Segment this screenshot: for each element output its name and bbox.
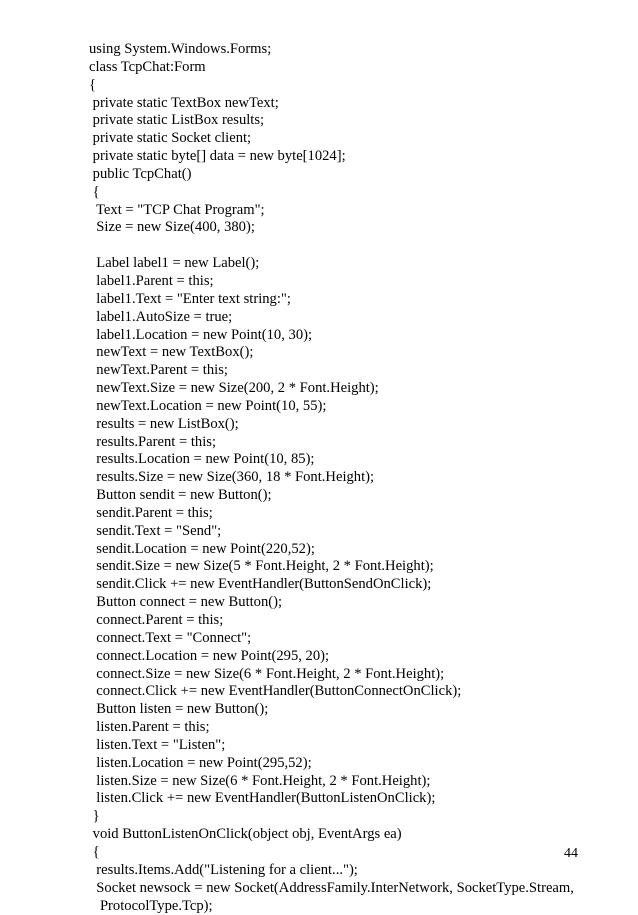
code-line: void ButtonListenOnClick(object obj, EventArgs ea) — [89, 826, 574, 844]
code-line: newText.Location = new Point(10, 55); — [89, 398, 574, 416]
code-line: label1.Text = "Enter text string:"; — [89, 291, 574, 309]
code-line: Button connect = new Button(); — [89, 594, 574, 612]
code-line: newText = new TextBox(); — [89, 344, 574, 362]
code-listing — [89, 41, 574, 915]
code-line: { — [89, 184, 574, 202]
code-line: class TcpChat:Form — [89, 59, 574, 77]
code-line: results.Location = new Point(10, 85); — [89, 451, 574, 469]
code-line: { — [89, 77, 574, 95]
code-line: listen.Click += new EventHandler(ButtonListenOnClick); — [89, 790, 574, 808]
code-line: results = new ListBox(); — [89, 416, 574, 434]
code-line: label1.AutoSize = true; — [89, 309, 574, 327]
code-line: private static Socket client; — [89, 130, 574, 148]
page-number: 44 — [564, 846, 578, 862]
code-line: private static TextBox newText; — [89, 95, 574, 113]
code-line: listen.Size = new Size(6 * Font.Height, 2 * Font.Height); — [89, 773, 574, 791]
code-line: listen.Parent = this; — [89, 719, 574, 737]
code-line: sendit.Location = new Point(220,52); — [89, 541, 574, 559]
code-line: private static ListBox results; — [89, 112, 574, 130]
code-line: connect.Size = new Size(6 * Font.Height, 2 * Font.Height); — [89, 666, 574, 684]
code-line: sendit.Parent = this; — [89, 505, 574, 523]
code-line: connect.Text = "Connect"; — [89, 630, 574, 648]
code-line: { — [89, 844, 574, 862]
code-line: sendit.Text = "Send"; — [89, 523, 574, 541]
code-line: Button sendit = new Button(); — [89, 487, 574, 505]
code-line: Button listen = new Button(); — [89, 701, 574, 719]
code-line: newText.Parent = this; — [89, 362, 574, 380]
code-line: Text = "TCP Chat Program"; — [89, 202, 574, 220]
blank-line — [89, 237, 574, 255]
code-line: newText.Size = new Size(200, 2 * Font.Height); — [89, 380, 574, 398]
code-line: ProtocolType.Tcp); — [89, 898, 574, 915]
code-line: connect.Location = new Point(295, 20); — [89, 648, 574, 666]
code-line: private static byte[] data = new byte[1024]; — [89, 148, 574, 166]
code-line: results.Items.Add("Listening for a client..."); — [89, 862, 574, 880]
code-line: listen.Text = "Listen"; — [89, 737, 574, 755]
code-line: using System.Windows.Forms; — [89, 41, 574, 59]
code-line: } — [89, 808, 574, 826]
code-line: public TcpChat() — [89, 166, 574, 184]
code-line: Socket newsock = new Socket(AddressFamily.InterNetwork, SocketType.Stream, — [89, 880, 574, 898]
code-line: connect.Click += new EventHandler(ButtonConnectOnClick); — [89, 683, 574, 701]
code-line: results.Parent = this; — [89, 434, 574, 452]
code-line: Label label1 = new Label(); — [89, 255, 574, 273]
code-line: label1.Location = new Point(10, 30); — [89, 327, 574, 345]
code-line: results.Size = new Size(360, 18 * Font.Height); — [89, 469, 574, 487]
code-line: sendit.Size = new Size(5 * Font.Height, 2 * Font.Height); — [89, 558, 574, 576]
code-line: listen.Location = new Point(295,52); — [89, 755, 574, 773]
code-line: connect.Parent = this; — [89, 612, 574, 630]
code-line: Size = new Size(400, 380); — [89, 219, 574, 237]
code-line: label1.Parent = this; — [89, 273, 574, 291]
code-line: sendit.Click += new EventHandler(ButtonSendOnClick); — [89, 576, 574, 594]
